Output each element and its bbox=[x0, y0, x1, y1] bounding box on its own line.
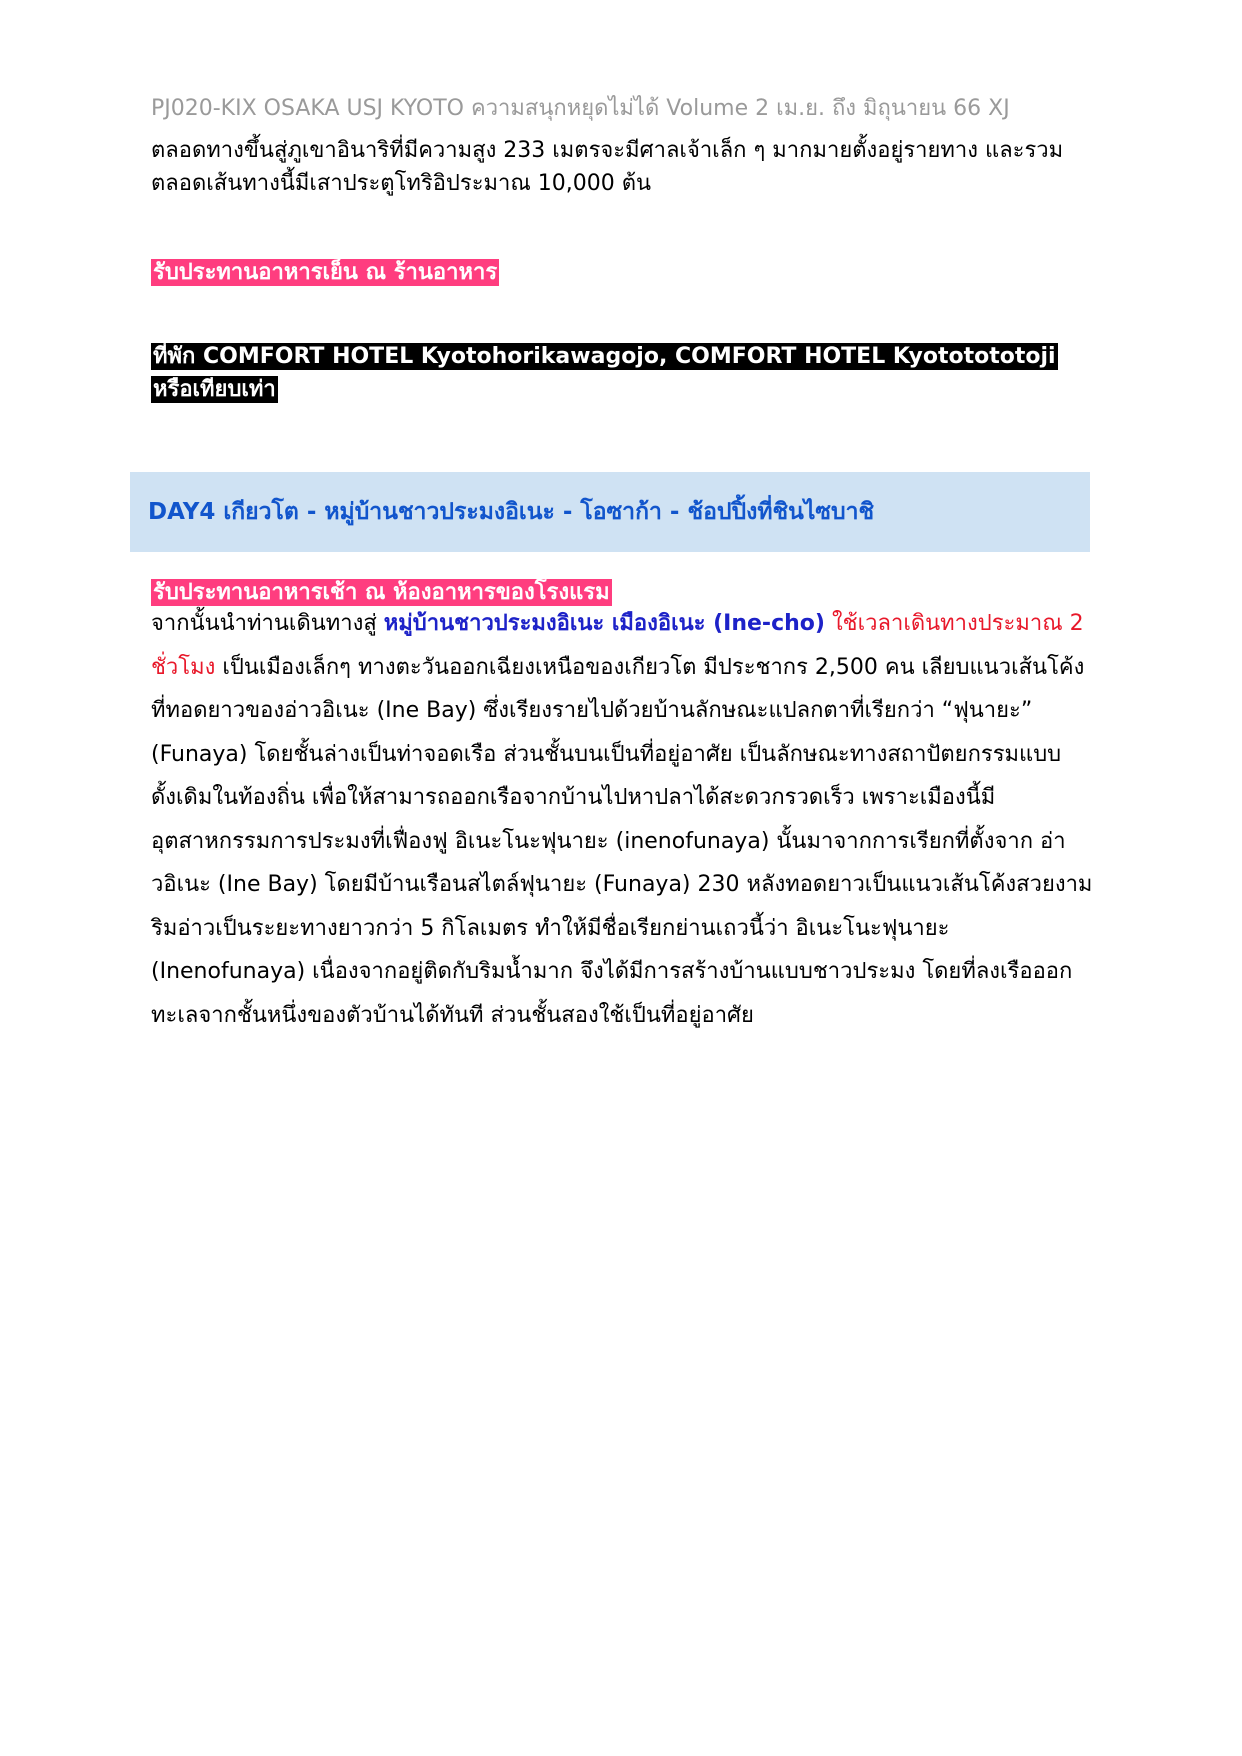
day4-description bbox=[151, 602, 1096, 1037]
dinner-label: รับประทานอาหารเย็น ณ ร้านอาหาร bbox=[153, 260, 498, 285]
hotel-section bbox=[151, 340, 1096, 406]
place-name: หมู่บ้านชาวประมงอิเนะ เมืองอิเนะ (Ine-cho) bbox=[383, 611, 825, 636]
hotel-line-2: หรือเทียบเท่า bbox=[153, 377, 276, 402]
breakfast-label: รับประทานอาหารเช้า ณ ห้องอาหารของโรงแรม bbox=[153, 580, 610, 605]
description-lead: จากนั้นนำท่านเดินทางสู่ bbox=[151, 611, 384, 636]
travel-time: ใช้เวลาเดินทางประมาณ 2 ชั่วโมง bbox=[151, 611, 1084, 680]
day4-banner bbox=[130, 472, 1090, 552]
page-header: PJ020-KIX OSAKA USJ KYOTO ความสนุกหยุดไม่ได้ Volume 2 เม.ย. ถึง มิถุนายน 66 XJ bbox=[151, 96, 1010, 121]
dinner-section bbox=[151, 254, 499, 289]
day4-title: DAY4 เกียวโต - หมู่บ้านชาวประมงอิเนะ - โอซาก้า - ช้อปปิ้งที่ชินไซบาชิ bbox=[148, 499, 875, 525]
intro-paragraph: ตลอดทางขึ้นสู่ภูเขาอินาริที่มีความสูง 233 เมตรจะมีศาลเจ้าเล็ก ๆ มากมายตั้งอยู่รายทาง และรวมตลอดเส้นทางนี้มีเสาประตูโทริอิประมาณ 10,000 ต้น bbox=[151, 138, 1064, 196]
description-gap bbox=[825, 611, 832, 636]
hotel-line-1: ที่พัก COMFORT HOTEL Kyotohorikawagojo, COMFORT HOTEL Kyototototoji bbox=[153, 344, 1056, 369]
description-rest: เป็นเมืองเล็กๆ ทางตะวันออกเฉียงเหนือของเกียวโต มีประชากร 2,500 คน เลียบแนวเส้นโค้งที่ทอดยาวของอ่าวอิเนะ (Ine Bay) ซึ่งเรียงรายไปด้วยบ้านลักษณะแปลกตาที่เรียกว่า “ฟุนายะ” (Funaya) โดยชั้นล่างเป็นท่าจอดเรือ ส่วนชั้นบนเป็นที่อยู่อาศัย เป็นลักษณะทางสถาปัตยกรรมแบบดั้งเดิมในท้องถิ่น เพื่อให้สามารถออกเรือจากบ้านไปหาปลาได้สะดวกรวดเร็ว เพราะเมืองนี้มีอุตสาหกรรมการประมงที่เฟื่องฟู อิเนะโนะฟุนายะ (inenofunaya) นั้นมาจากการเรียกที่ตั้งจาก อ่าวอิเนะ (Ine Bay) โดยมีบ้านเรือนสไตล์ฟุนายะ (Funaya) 230 หลังทอดยาวเป็นแนวเส้นโค้งสวยงามริมอ่าวเป็นระยะทางยาวกว่า 5 กิโลเมตร ทำให้มีชื่อเรียกย่านเถวนี้ว่า อิเนะโนะฟุนายะ (Inenofunaya) เนื่องจากอยู่ติดกับริมน้ำมาก จึงได้มีการสร้างบ้านแบบชาวประมง โดยที่ลงเรือออกทะเลจากชั้นหนึ่งของตัวบ้านได้ทันที ส่วนชั้นสองใช้เป็นที่อยู่อาศัย bbox=[151, 654, 1093, 1028]
